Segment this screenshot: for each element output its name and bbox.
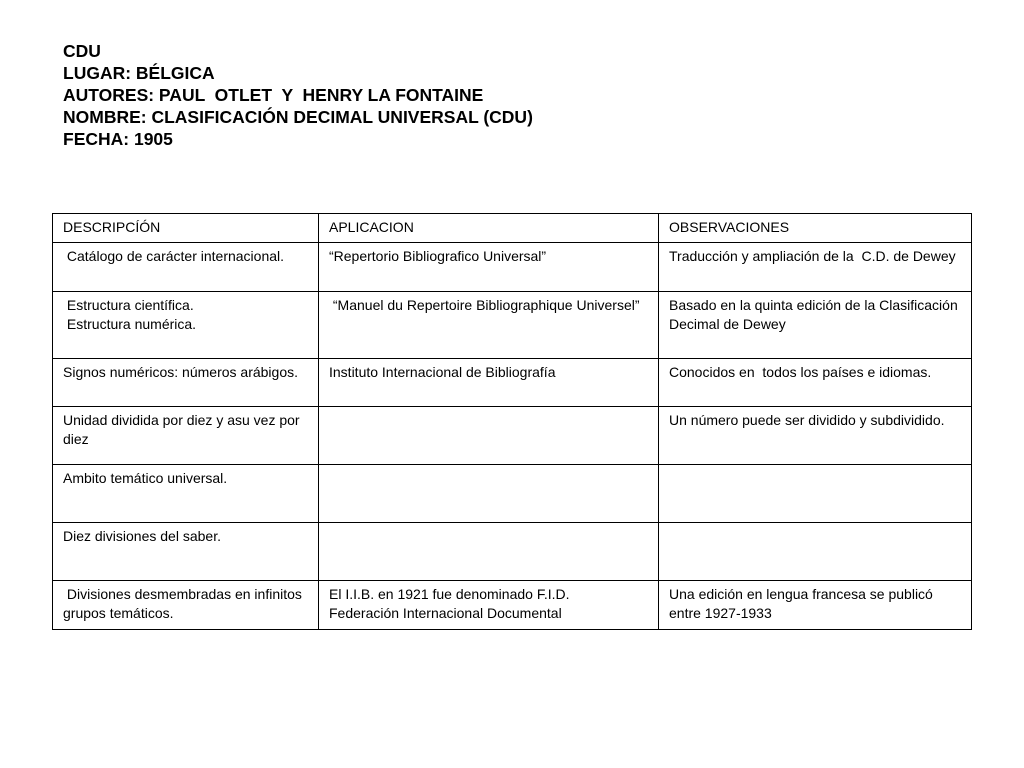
cell-descripcion: Estructura científica. Estructura numérica. [53, 292, 319, 359]
cell-descripcion: Ambito temático universal. [53, 465, 319, 523]
table-row [53, 359, 972, 407]
table-row [53, 243, 972, 292]
cell-descripcion: Unidad dividida por diez y asu vez por diez [53, 407, 319, 465]
header-name: NOMBRE: CLASIFICACIÓN DECIMAL UNIVERSAL (CDU) [63, 107, 533, 127]
table-row [53, 581, 972, 630]
column-header-descripcion: DESCRIPCÍÓN [53, 214, 319, 243]
cell-observaciones: Conocidos en todos los países e idiomas. [659, 359, 972, 407]
cell-observaciones [659, 523, 972, 581]
cell-aplicacion [319, 407, 659, 465]
column-header-aplicacion: APLICACION [319, 214, 659, 243]
header-title: CDU [63, 41, 101, 61]
cell-observaciones: Basado en la quinta edición de la Clasificación Decimal de Dewey [659, 292, 972, 359]
cell-aplicacion [319, 523, 659, 581]
header-date: FECHA: 1905 [63, 129, 173, 149]
cell-observaciones: Una edición en lengua francesa se publicó entre 1927-1933 [659, 581, 972, 630]
cell-observaciones [659, 465, 972, 523]
cell-aplicacion: El I.I.B. en 1921 fue denominado F.I.D. Federación Internacional Documental [319, 581, 659, 630]
cell-descripcion: Catálogo de carácter internacional. [53, 243, 319, 292]
cell-aplicacion: Instituto Internacional de Bibliografía [319, 359, 659, 407]
header-authors: AUTORES: PAUL OTLET Y HENRY LA FONTAINE [63, 85, 484, 105]
cell-descripcion: Divisiones desmembradas en infinitos grupos temáticos. [53, 581, 319, 630]
table-row [53, 523, 972, 581]
document-header [63, 40, 963, 150]
table-row [53, 407, 972, 465]
table-header-row [53, 214, 972, 243]
cell-descripcion: Diez divisiones del saber. [53, 523, 319, 581]
header-place: LUGAR: BÉLGICA [63, 63, 215, 83]
cell-observaciones: Un número puede ser dividido y subdividido. [659, 407, 972, 465]
table-row [53, 292, 972, 359]
column-header-observaciones: OBSERVACIONES [659, 214, 972, 243]
cell-descripcion: Signos numéricos: números arábigos. [53, 359, 319, 407]
cell-aplicacion: “Repertorio Bibliografico Universal” [319, 243, 659, 292]
cell-aplicacion [319, 465, 659, 523]
cell-observaciones: Traducción y ampliación de la C.D. de Dewey [659, 243, 972, 292]
cdu-table [52, 213, 972, 630]
table-row [53, 465, 972, 523]
cell-aplicacion: “Manuel du Repertoire Bibliographique Universel” [319, 292, 659, 359]
